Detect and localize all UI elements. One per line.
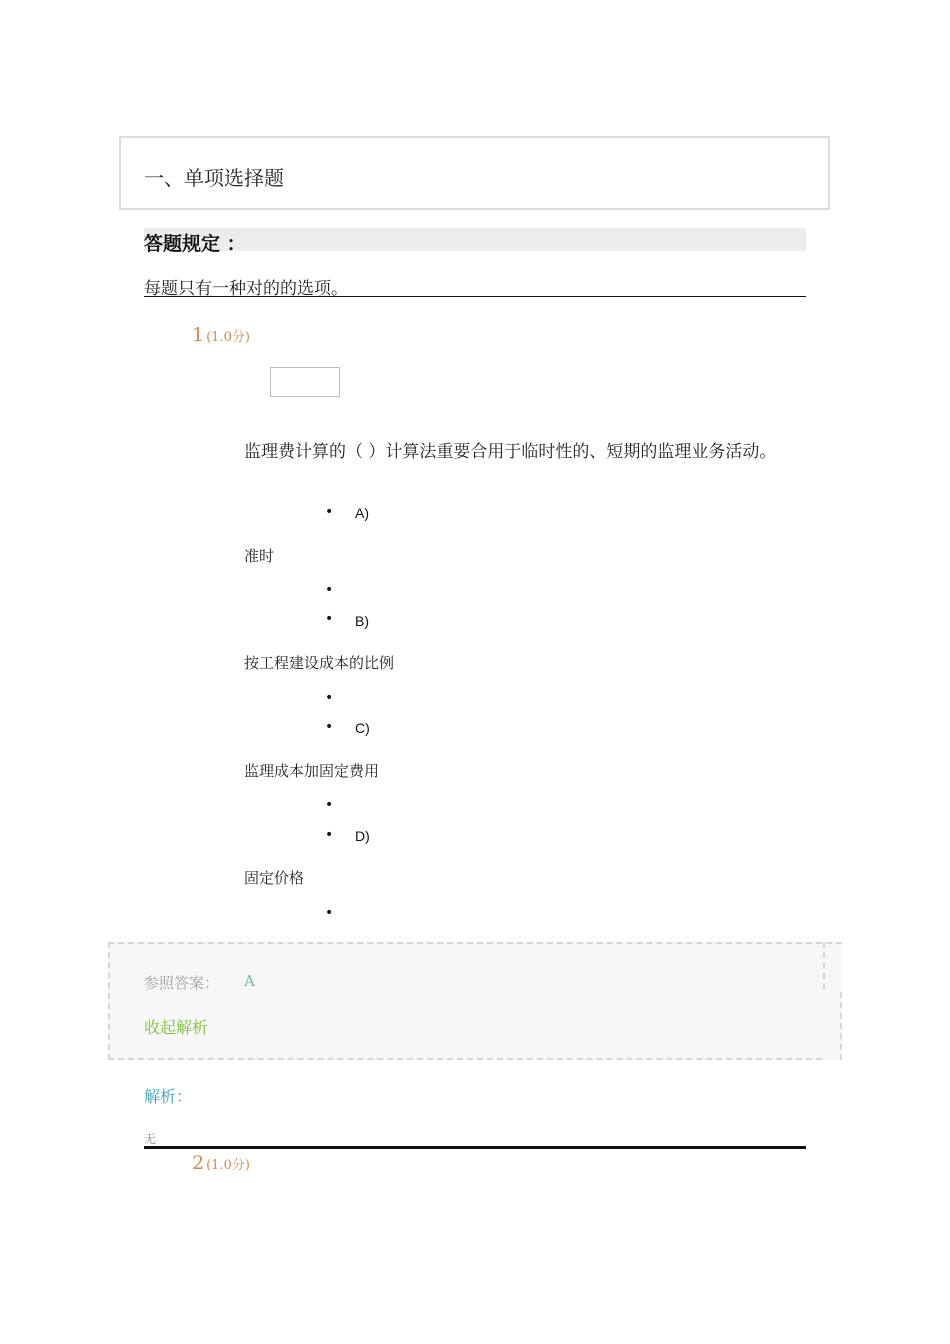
question-score: (1.0分) bbox=[206, 330, 250, 345]
section-title: 一、单项选择题 bbox=[144, 166, 284, 190]
analysis-label: 解析： bbox=[144, 1087, 193, 1106]
reference-answer-label: 参照答案： bbox=[144, 974, 220, 992]
question-1-header bbox=[192, 324, 250, 346]
option-a-text[interactable]: 准时 bbox=[244, 547, 275, 565]
option-c-text[interactable]: 监理成本加固定费用 bbox=[244, 762, 380, 780]
option-a-letter[interactable]: A) bbox=[355, 505, 369, 521]
rules-title: 答题规定 ： bbox=[144, 233, 246, 255]
analysis-text: 无 bbox=[144, 1132, 157, 1146]
rules-text: 每题只有一种对的的选项。 bbox=[144, 279, 348, 299]
option-b-letter[interactable]: B) bbox=[355, 613, 369, 629]
bullet-icon: • bbox=[325, 797, 334, 813]
bullet-icon: • bbox=[325, 504, 334, 520]
bullet-icon: • bbox=[325, 719, 334, 735]
question-number: 2 bbox=[192, 1152, 205, 1174]
question-2-header bbox=[192, 1152, 250, 1174]
reference-box-edge bbox=[823, 992, 842, 1060]
question-number: 1 bbox=[192, 324, 205, 346]
question-divider bbox=[144, 1146, 806, 1149]
option-d-letter[interactable]: D) bbox=[355, 828, 370, 844]
bullet-icon: • bbox=[325, 582, 334, 598]
collapse-analysis-link[interactable]: 收起解析 bbox=[144, 1018, 209, 1037]
bullet-icon: • bbox=[325, 905, 334, 921]
answer-input[interactable] bbox=[270, 367, 340, 397]
bullet-icon: • bbox=[325, 611, 334, 627]
rules-divider bbox=[144, 296, 806, 297]
question-score: (1.0分) bbox=[206, 1158, 250, 1173]
bullet-icon: • bbox=[325, 827, 334, 843]
option-c-letter[interactable]: C) bbox=[355, 720, 370, 736]
option-d-text[interactable]: 固定价格 bbox=[244, 869, 305, 887]
option-b-text[interactable]: 按工程建设成本的比例 bbox=[244, 654, 395, 672]
reference-answer-value: A bbox=[244, 972, 255, 990]
reference-answer-box bbox=[108, 942, 842, 1060]
question-stem: 监理费计算的（ ）计算法重要合用于临时性的、短期的监理业务活动。 bbox=[244, 442, 777, 462]
bullet-icon: • bbox=[325, 690, 334, 706]
